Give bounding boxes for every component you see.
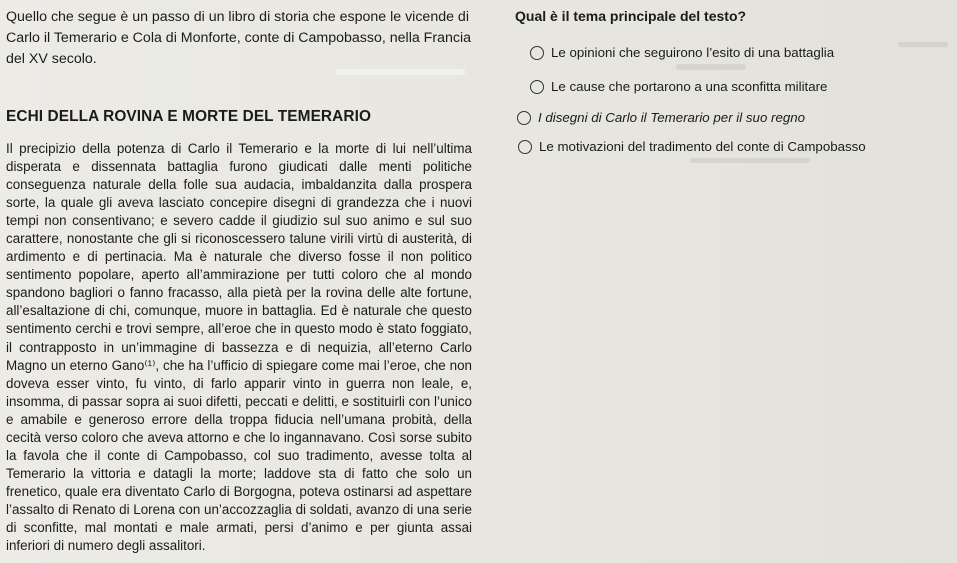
radio-button-icon[interactable] [530,80,544,94]
passage-title: ECHI DELLA ROVINA E MORTE DEL TEMERARIO [6,108,372,125]
intro-text: Quello che segue è un passo di un libro di storia che espone le vicende di Carlo il Temerario e Cola di Monforte, conte di Campobasso, nella Francia del XV secolo. [6,9,471,67]
radio-button-icon[interactable] [530,46,544,60]
answer-option-c[interactable] [517,110,805,125]
print-bleed-mark [898,42,948,47]
answer-option-b[interactable] [530,79,827,94]
question-text: Qual è il tema principale del testo? [515,8,747,24]
radio-button-icon[interactable] [517,111,531,125]
paper-glare [335,69,465,75]
answer-option-label: Le cause che portarono a una sconfitta militare [551,79,828,94]
answer-option-label: I disegni di Carlo il Temerario per il suo regno [538,110,806,125]
radio-button-icon[interactable] [518,140,532,154]
answer-option-a[interactable] [530,45,834,60]
answer-option-label: Le motivazioni del tradimento del conte di Campobasso [539,139,866,154]
passage-text: Il precipizio della potenza di Carlo il Temerario e la morte di lui nell’ultima disperata e dissennata battaglia furono giudicati dalle menti politiche conseguenza naturale della folle sua audacia, imbaldanzita dalla prospera sorte, la quale gli aveva lasciato concepire disegni di grandezza che i nuovi tempi non consentivano; e severo cadde il giudizio sul suo animo e sul suo carattere, nonostante che gli si riconoscessero talune virili virtù di austerità, di ardimento e di pertinacia. Ma è naturale che diverso fosse il non politico sentimento popolare, aperto all’ammirazione per tutti coloro che al mondo spandono bagliori o fanno fracasso, alla pietà per la rovina delle alte fortune, all’esaltazione di chi, comunque, muore in battaglia. Ed è naturale che questo sentimento cerchi e trovi sempre, all’eroe che in questo modo è stato foggiato, il contrapposto in un’immagine di bassezza e di nequizia, all’eterno Carlo Magno un eterno Gano⁽¹⁾, che ha l’ufficio di spiegare come mai l’eroe, che non doveva esser vinto, fu vinto, di farlo apparir vinto in guerra non leale, e, insomma, di passar sopra ai suoi difetti, peccati e delitti, e sostituirli con l’unico e amabile e generoso errore della troppa fiducia nell’umana probità, della cecità verso coloro che aveva attorno e che lo ingannavano. Così sorse subito la favola che il conte di Campobasso, col suo tradimento, avesse tolta al Temerario la vittoria e datagli la morte; laddove sta di fatto che solo un frenetico, quale era diventato Carlo di Borgogna, poteva ostinarsi ad aspettare l’assalto di Renato di Lorena con un’accozzaglia di soldati, avanzo di una serie di sconfitte, mal montati e male armati, persi d’animo e per giunta assai inferiori di numero degli assalitori. [6,141,472,554]
intro-block [6,7,472,70]
print-bleed-mark [676,64,746,70]
answer-option-d[interactable] [518,139,866,154]
print-bleed-mark [690,158,810,163]
answer-option-label: Le opinioni che seguirono l’esito di una battaglia [551,45,835,60]
